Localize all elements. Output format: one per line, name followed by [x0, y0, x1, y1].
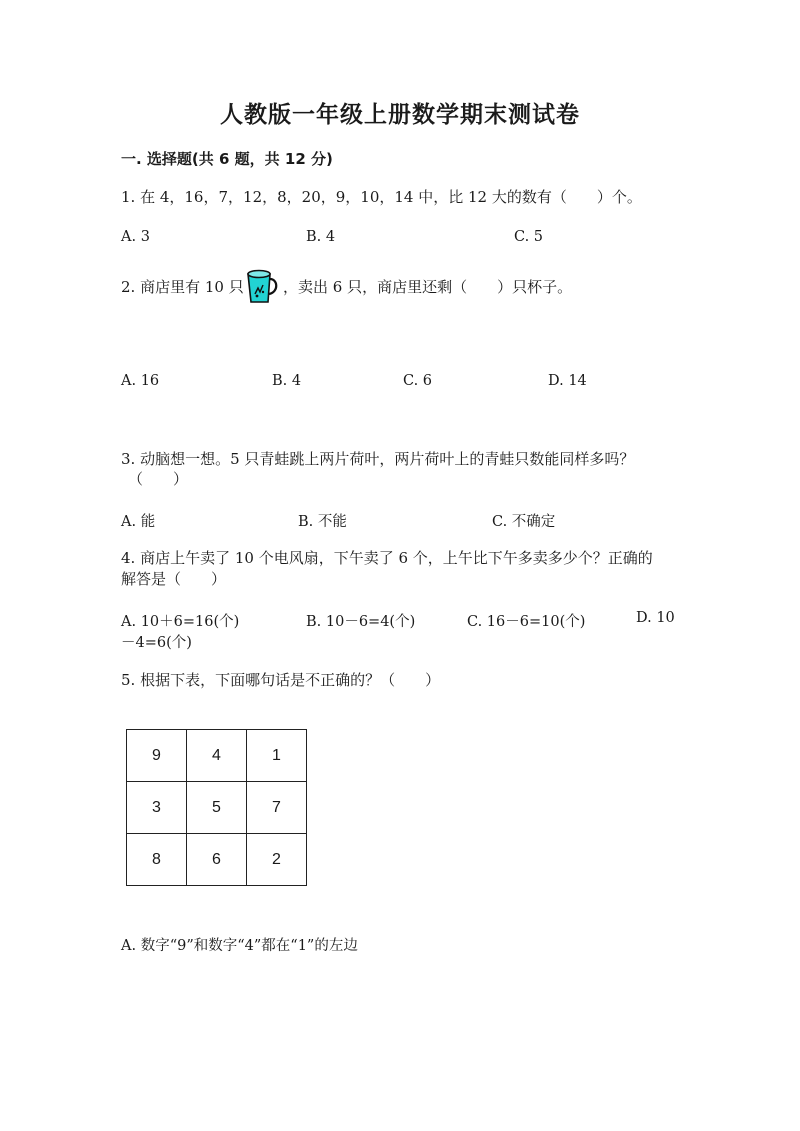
question-3-stem: 3. 动脑想一想。5 只青蛙跳上两片荷叶，两片荷叶上的青蛙只数能同样多吗？	[121, 450, 635, 468]
grid-row	[127, 730, 307, 782]
grid-cell: 3	[127, 782, 187, 834]
q3-option-b: B. 不能	[298, 514, 347, 530]
grid-cell: 2	[247, 834, 307, 886]
q4-option-b: B. 10－6=4(个)	[306, 614, 416, 630]
question-4-stem-cont: 解答是（ ）	[121, 570, 227, 588]
grid-cell: 9	[127, 730, 187, 782]
question-3-answer-blank: （ ）	[128, 470, 189, 488]
grid-row	[127, 834, 307, 886]
grid-cell: 1	[247, 730, 307, 782]
grid-row	[127, 782, 307, 834]
q2-option-d: D. 14	[548, 373, 587, 389]
grid-cell: 6	[187, 834, 247, 886]
question-2-stem-end: ，卖出 6 只，商店里还剩（ ）只杯子。	[283, 278, 573, 296]
q4-option-d: D. 10	[636, 610, 675, 626]
grid-cell: 8	[127, 834, 187, 886]
number-grid	[126, 729, 307, 886]
q1-option-b: B. 4	[306, 229, 336, 245]
q1-option-a: A. 3	[121, 229, 150, 245]
grid-cell: 4	[187, 730, 247, 782]
q4-option-a: A. 10＋6=16(个)	[121, 614, 240, 630]
grid-cell: 5	[187, 782, 247, 834]
q4-option-d-cont: －4=6(个)	[121, 635, 192, 651]
section-heading: 一. 选择题(共 6 题，共 12 分)	[121, 150, 333, 168]
q5-option-a: A. 数字“9”和数字“4”都在“1”的左边	[121, 938, 358, 954]
q3-option-c: C. 不确定	[492, 514, 556, 530]
question-2-stem-start: 2. 商店里有 10 只	[121, 278, 244, 296]
q1-option-c: C. 5	[514, 229, 544, 245]
question-5-stem: 5. 根据下表，下面哪句话是不正确的？（ ）	[121, 671, 441, 689]
q2-option-b: B. 4	[272, 373, 302, 389]
question-1-stem: 1. 在 4，16，7，12，8，20，9，10，14 中，比 12 大的数有（ ）个。	[121, 188, 642, 206]
q2-option-a: A. 16	[121, 373, 160, 389]
grid-cell: 7	[247, 782, 307, 834]
q3-option-a: A. 能	[121, 514, 156, 530]
question-4-stem: 4. 商店上午卖了 10 个电风扇，下午卖了 6 个，上午比下午多卖多少个？正确的	[121, 549, 653, 567]
page-title: 人教版一年级上册数学期末测试卷	[220, 102, 580, 128]
cup-icon	[245, 268, 281, 306]
q4-option-c: C. 16－6=10(个)	[467, 614, 586, 630]
q2-option-c: C. 6	[403, 373, 433, 389]
